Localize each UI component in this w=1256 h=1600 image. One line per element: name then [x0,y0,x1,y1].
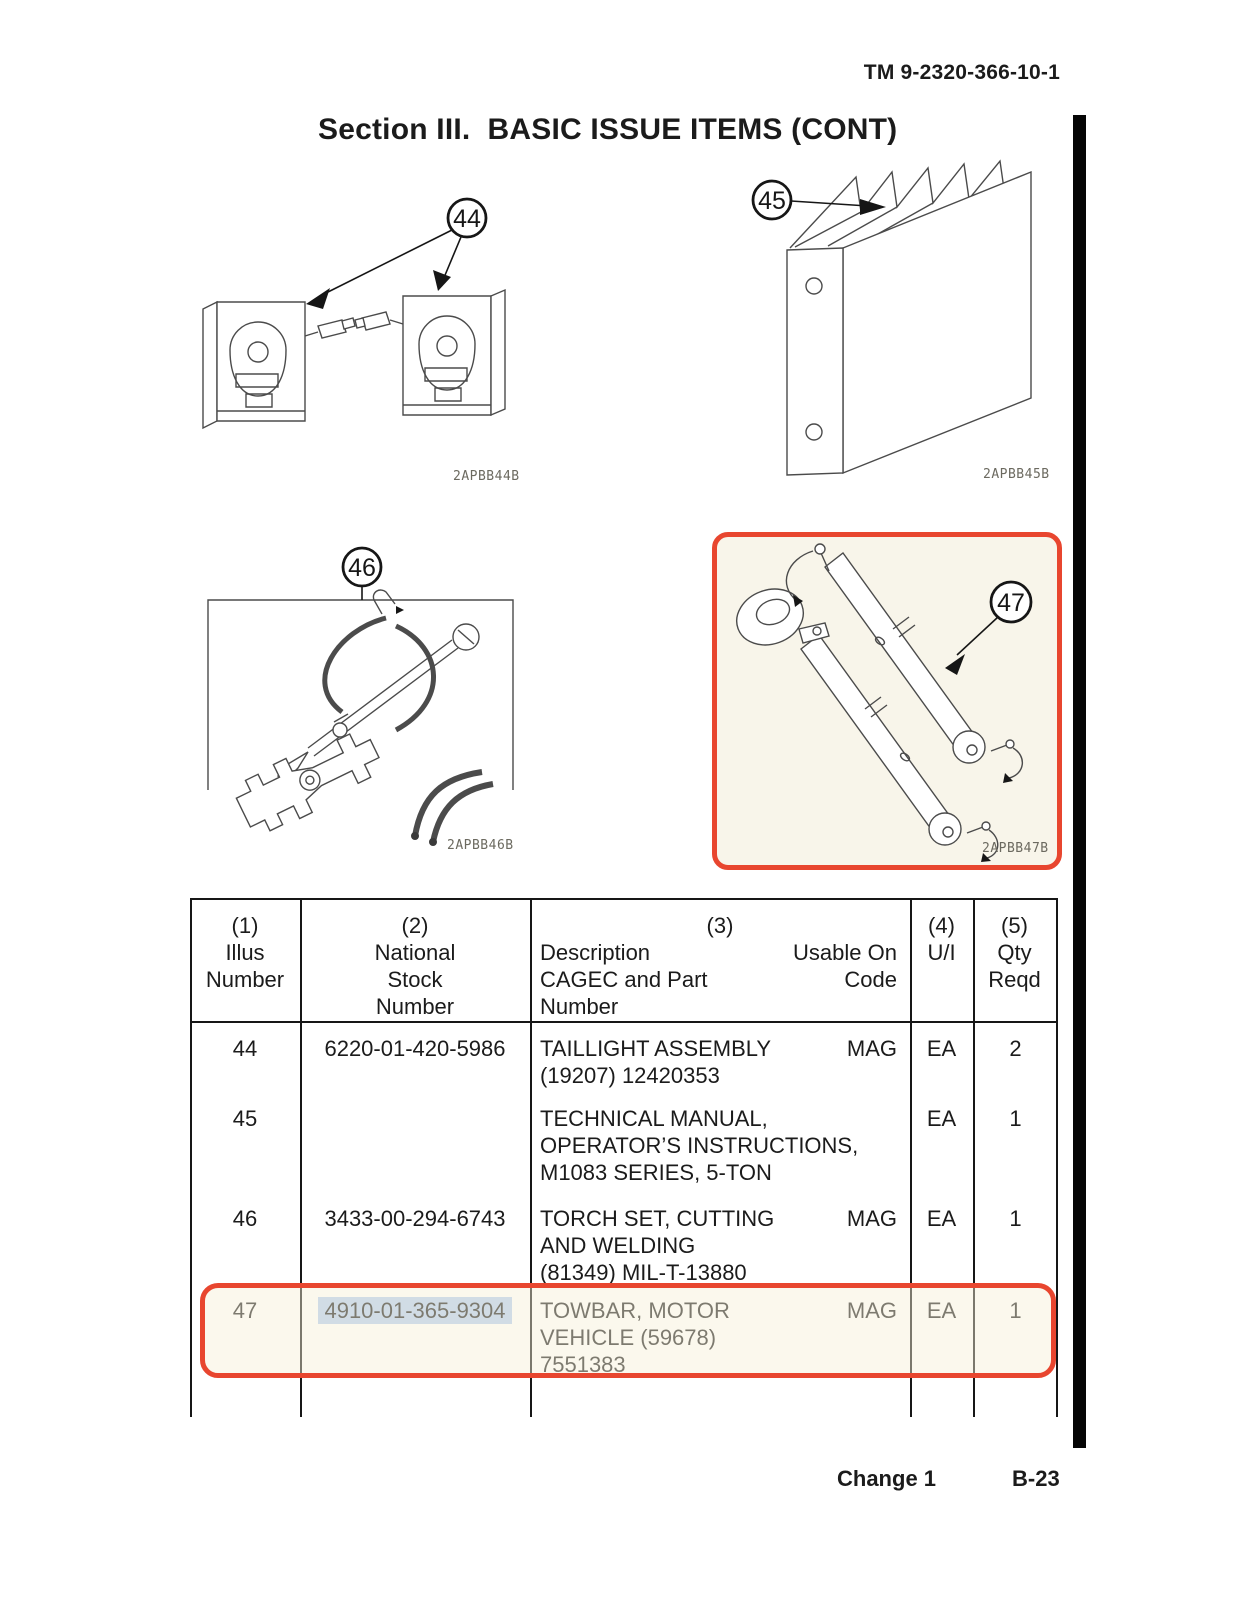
cell-ui: EA [926,1298,957,1323]
footer-page-number: B-23 [1012,1466,1060,1491]
cell-ui: EA [926,1106,957,1131]
callout-44-number: 44 [453,205,481,233]
figure-47-drawing [717,537,1057,863]
cell-illus: 46 [232,1206,258,1231]
cell-qty: 2 [1009,1036,1022,1061]
header-ui: (4) U/I [927,913,956,965]
cell-description: TOWBAR, MOTOR MAG VEHICLE (59678) 7551383 [540,1298,897,1377]
figure-47-highlight-box [712,532,1062,870]
header-description: (3) Description Usable On CAGEC and Part Code Number [540,913,897,1019]
table-row [190,1035,1058,1089]
cell-qty: 1 [1009,1298,1022,1323]
table-header-divider [190,1021,1058,1023]
cell-nsn: 6220-01-420-5986 [324,1036,506,1061]
row-47-highlight-box [200,1283,1056,1378]
selected-nsn-text[interactable]: 4910-01-365-9304 [318,1297,511,1324]
cell-nsn: 3433-00-294-6743 [324,1206,506,1231]
cell-description: TAILLIGHT ASSEMBLY MAG (19207) 12420353 [540,1036,897,1088]
figure-44-caption: 2APBB44B [453,469,520,484]
table-row [190,1205,1058,1286]
cell-illus: 45 [232,1106,258,1131]
figure-44-drawing [190,178,530,488]
header-national-stock-number: (2) National Stock Number [374,913,456,1019]
cell-qty: 1 [1009,1206,1022,1231]
figure-45-drawing [740,155,1060,485]
change-bar [1073,115,1086,1448]
page-title: Section III. BASIC ISSUE ITEMS (CONT) [318,113,898,146]
table-top-border [190,898,1058,900]
cell-ui: EA [926,1206,957,1231]
figure-45-caption: 2APBB45B [983,467,1050,482]
cell-ui: EA [926,1036,957,1061]
tm-number: TM 9-2320-366-10-1 [863,61,1060,84]
footer-change-number: Change 1 [837,1466,937,1491]
cell-nsn [300,1105,530,1186]
callout-46-number: 46 [348,554,376,582]
table-row [190,1105,1058,1186]
figure-46-drawing [190,540,520,860]
header-qty-reqd: (5) Qty Reqd [988,913,1041,992]
cell-description: TECHNICAL MANUAL, OPERATOR’S INSTRUCTIONS, M1083 SERIES, 5-TON [540,1106,859,1185]
cell-illus: 44 [232,1036,258,1061]
cell-description: TORCH SET, CUTTING MAG AND WELDING (81349) MIL-T-13880 [540,1206,897,1285]
callout-45-number: 45 [758,187,786,215]
header-illus-number: (1) Illus Number [205,913,285,992]
usable-on-code: MAG [846,1206,897,1231]
callout-47-number: 47 [997,589,1025,617]
cell-illus: 47 [232,1298,258,1323]
figure-47-caption: 2APBB47B [982,841,1049,856]
figure-46-caption: 2APBB46B [447,838,514,853]
usable-on-code: MAG [846,1298,897,1323]
usable-on-code: MAG [846,1036,897,1061]
cell-qty: 1 [1009,1106,1022,1131]
